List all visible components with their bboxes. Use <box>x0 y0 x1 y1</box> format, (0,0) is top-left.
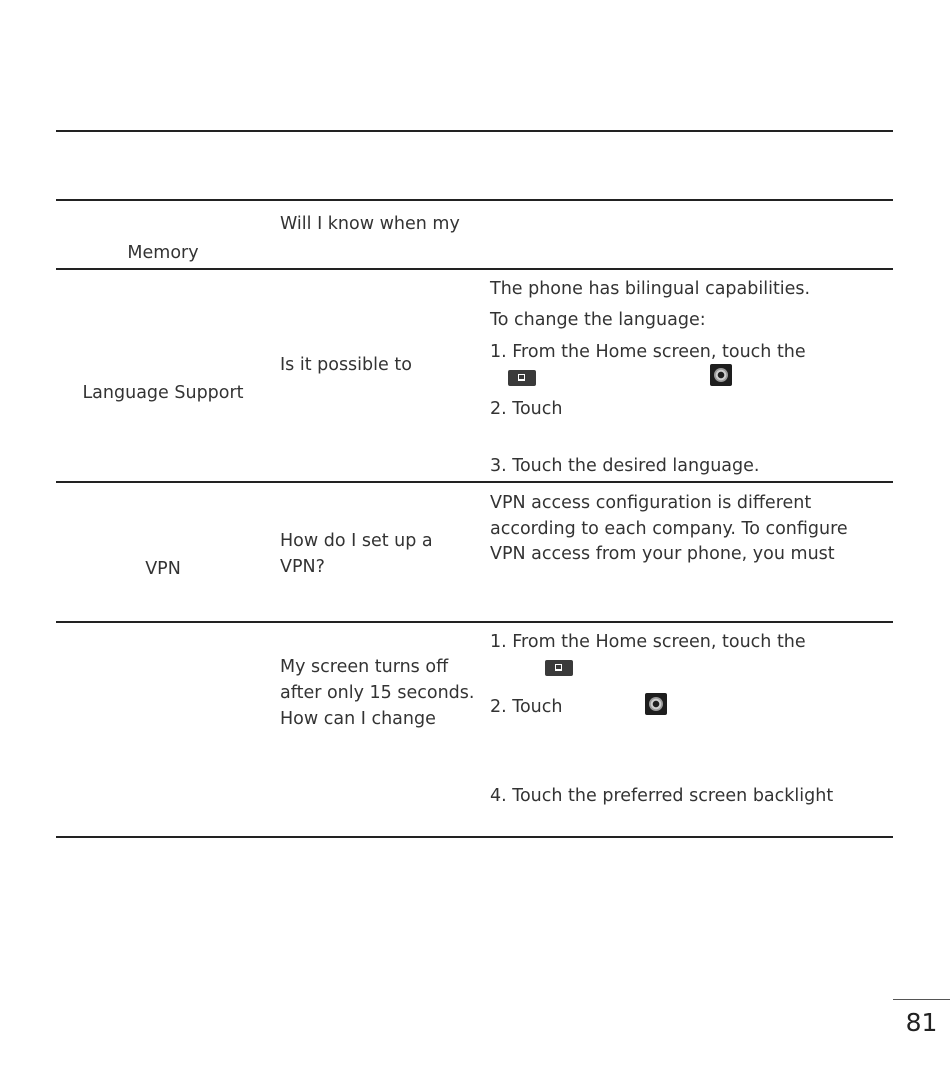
screen-answer-step-4: 4. Touch the preferred screen backlight <box>490 786 834 806</box>
language-answer-step-3: 3. Touch the desired language. <box>490 456 760 476</box>
vpn-question-line-2: VPN? <box>280 557 325 577</box>
row-divider-memory <box>56 268 893 270</box>
memory-question-line-1: Will I know when my <box>280 214 460 234</box>
row-divider-vpn <box>56 621 893 623</box>
screen-question-line-3: How can I change <box>280 709 436 729</box>
language-answer-lead: To change the language: <box>490 310 706 330</box>
vpn-answer-line-3: VPN access from your phone, you must <box>490 544 835 564</box>
screen-answer-step-1: 1. From the Home screen, touch the <box>490 632 806 652</box>
settings-gear-icon <box>710 364 732 386</box>
screen-question-line-1: My screen turns off <box>280 657 449 677</box>
menu-key-icon <box>508 370 536 386</box>
page-number: 81 <box>905 1008 938 1037</box>
vpn-category: VPN <box>145 559 181 579</box>
settings-gear-icon <box>645 693 667 715</box>
vpn-answer-line-1: VPN access configuration is different <box>490 493 812 513</box>
row-divider-language <box>56 481 893 483</box>
language-answer-step-1: 1. From the Home screen, touch the <box>490 342 806 362</box>
header-bottom-rule <box>56 199 893 201</box>
screen-answer-step-2: 2. Touch <box>490 697 563 717</box>
page-number-rule <box>893 999 950 1000</box>
language-answer-intro: The phone has bilingual capabilities. <box>490 279 811 299</box>
table-bottom-rule <box>56 836 893 838</box>
language-category: Language Support <box>82 383 244 403</box>
language-question-line-1: Is it possible to <box>280 355 412 375</box>
vpn-answer-line-2: according to each company. To configure <box>490 519 848 539</box>
table-top-rule <box>56 130 893 132</box>
menu-key-icon <box>545 660 573 676</box>
language-answer-step-2: 2. Touch <box>490 399 563 419</box>
screen-question-line-2: after only 15 seconds. <box>280 683 475 703</box>
memory-category: Memory <box>127 243 199 263</box>
vpn-question-line-1: How do I set up a <box>280 531 433 551</box>
